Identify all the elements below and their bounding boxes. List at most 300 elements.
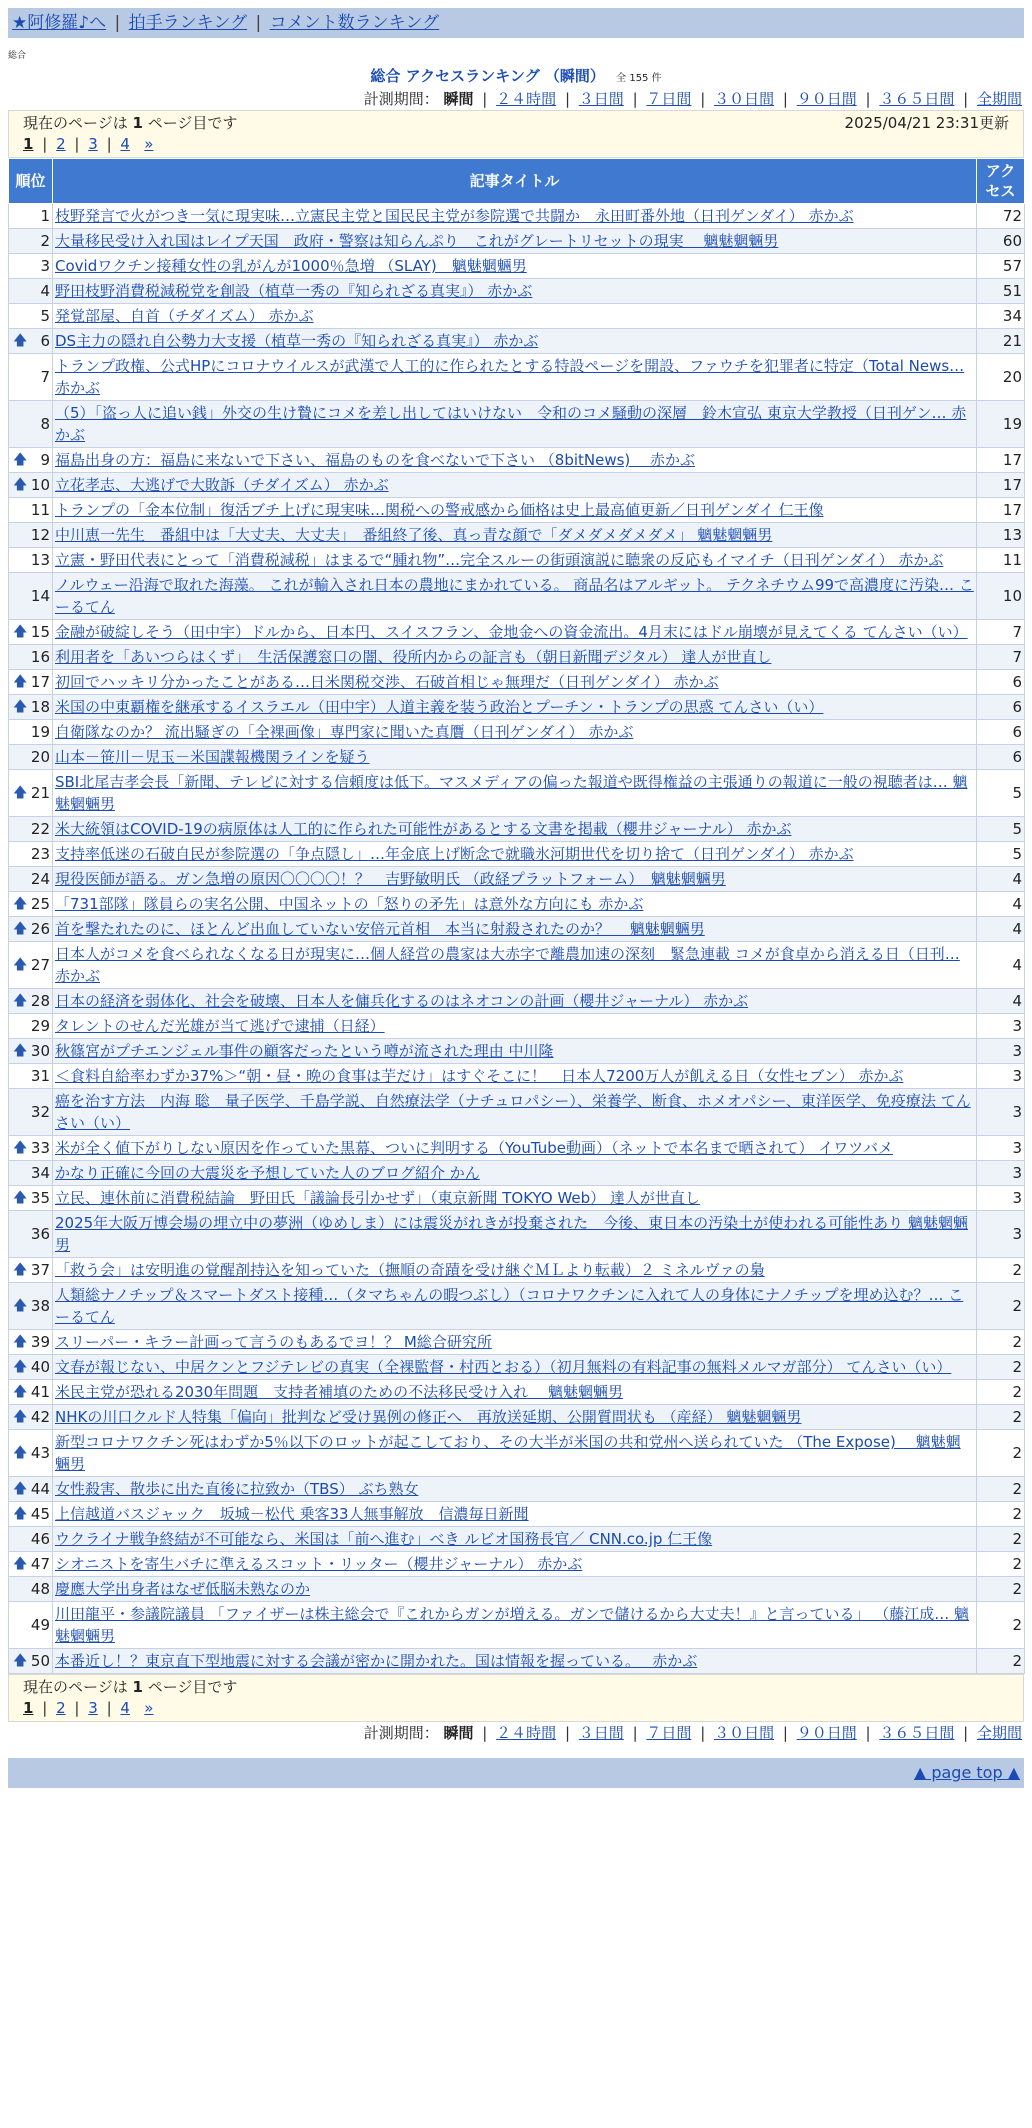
rank-up-arrow-icon: 🡅: [13, 957, 28, 973]
title-cell: [53, 448, 977, 473]
table-row: [9, 1355, 1025, 1380]
rank-number: 37: [30, 1261, 50, 1279]
period-current: 瞬間: [443, 90, 474, 108]
period-365d-link[interactable]: ３６５日間: [879, 90, 955, 108]
table-row: [9, 989, 1025, 1014]
article-link[interactable]: 初回でハッキリ分かったことがある…日米関税交渉、石破首相じゃ無理だ（日刊ゲンダイ） 赤かぶ: [55, 673, 719, 691]
rank-cell: [9, 1380, 53, 1405]
table-row: [9, 620, 1025, 645]
title-cell: [53, 1014, 977, 1039]
rank-number: 32: [30, 1103, 50, 1121]
rank-up-arrow-icon: 🡅: [13, 1481, 28, 1497]
page-3-link[interactable]: 3: [88, 1699, 98, 1717]
page-2-link[interactable]: 2: [56, 135, 66, 153]
rank-number: 39: [30, 1333, 50, 1351]
period-all-link[interactable]: 全期間: [976, 1724, 1022, 1742]
access-count: 2: [977, 1330, 1025, 1355]
article-link[interactable]: 上信越道バスジャック 坂城－松代 乗客33人無事解放 信濃毎日新聞: [55, 1505, 529, 1523]
article-link[interactable]: トランプ政権、公式HPにコロナウイルスが武漢で人工的に作られたとする特設ページを開設、ファウチを犯罪者に特定（Total News… 赤かぶ: [55, 357, 965, 397]
access-count: 5: [977, 817, 1025, 842]
period-24h-link[interactable]: ２４時間: [496, 90, 557, 108]
rank-up-arrow-icon: 🡅: [13, 921, 28, 937]
title-cell: [53, 1405, 977, 1430]
article-link[interactable]: 新型コロナワクチン死はわずか5％以下のロットが起こしており、その大半が米国の共和党州へ送られていた （The Expose) 魑魅魍魎男: [55, 1433, 961, 1473]
rank-cell: [9, 1430, 53, 1477]
rank-number: 17: [30, 673, 50, 691]
page-separator: |: [106, 1699, 112, 1717]
title-cell: [53, 1064, 977, 1089]
table-row: [9, 1405, 1025, 1430]
rank-up-arrow-icon: 🡅: [13, 477, 28, 493]
table-row: [9, 917, 1025, 942]
access-count: 6: [977, 720, 1025, 745]
article-link[interactable]: 野田枝野消費税減税党を創設（植草一秀の『知られざる真実』） 赤かぶ: [55, 282, 533, 300]
rank-number: 20: [30, 748, 50, 766]
rank-cell: [9, 548, 53, 573]
access-count: 2: [977, 1283, 1025, 1330]
page-status-suffix: ページ目です: [147, 114, 238, 132]
rank-cell: [9, 1283, 53, 1330]
title-cell: [53, 329, 977, 354]
title-cell: [53, 1577, 977, 1602]
rank-number: 1: [40, 207, 50, 225]
article-link[interactable]: 文春が報じない、中居クンとフジテレビの真実（全裸監督・村西とおる）（初月無料の有料記事の無料メルマガ部分） てんさい（い）: [55, 1358, 952, 1376]
table-header-row: [9, 159, 1025, 204]
rank-cell: [9, 917, 53, 942]
title-cell: [53, 1380, 977, 1405]
article-link[interactable]: かなり正確に今回の大震災を予想していた人のブログ紹介 かん: [55, 1164, 480, 1182]
access-count: 2: [977, 1649, 1025, 1674]
table-row: [9, 1577, 1025, 1602]
rank-cell: [9, 1039, 53, 1064]
rank-up-arrow-icon: 🡅: [13, 1409, 28, 1425]
rank-number: 27: [30, 956, 50, 974]
spacer: [135, 1699, 140, 1717]
title-cell: [53, 548, 977, 573]
title-cell: [53, 989, 977, 1014]
article-link[interactable]: ウクライナ戦争終結が不可能なら、米国は「前へ進む」べき ルビオ国務長官／ CNN.co.jp 仁王像: [55, 1530, 713, 1548]
access-count: 2: [977, 1258, 1025, 1283]
table-row: [9, 204, 1025, 229]
title-cell: [53, 1602, 977, 1649]
ranking-table-body: [9, 204, 1025, 1674]
table-row: [9, 1258, 1025, 1283]
rank-cell: [9, 645, 53, 670]
ranking-title: 総合 アクセスランキング （瞬間）: [370, 67, 605, 85]
rank-number: 6: [40, 332, 50, 350]
access-count: 3: [977, 1136, 1025, 1161]
rank-cell: [9, 989, 53, 1014]
page-status-suffix: ページ目です: [147, 1678, 238, 1696]
rank-number: 44: [30, 1480, 50, 1498]
article-link[interactable]: 「731部隊」隊員らの実名公開、中国ネットの「怒りの矛先」は意外な方向にも 赤かぶ: [55, 895, 644, 913]
rank-cell: [9, 1064, 53, 1089]
article-link[interactable]: 自衛隊なのか？ 流出騒ぎの「全裸画像」専門家に聞いた真贋（日刊ゲンダイ） 赤かぶ: [55, 723, 634, 741]
title-cell: [53, 1089, 977, 1136]
next-page-link[interactable]: »: [144, 1699, 154, 1717]
rank-number: 28: [30, 992, 50, 1010]
table-row: [9, 254, 1025, 279]
table-row: [9, 670, 1025, 695]
title-cell: [53, 1430, 977, 1477]
access-count: 4: [977, 892, 1025, 917]
period-separator: |: [564, 1724, 570, 1742]
table-row: [9, 1089, 1025, 1136]
rank-up-arrow-icon: 🡅: [13, 1653, 28, 1669]
table-row: [9, 279, 1025, 304]
article-link[interactable]: DS主力の隠れ自公勢力大支援（植草一秀の『知られざる真実』） 赤かぶ: [55, 332, 539, 350]
rank-cell: [9, 1577, 53, 1602]
article-link[interactable]: 「救う会」は安明進の覚醒剤持込を知っていた（撫順の奇蹟を受け継ぐＭＬより転載）２ ミネルヴァの梟: [55, 1261, 765, 1279]
title-cell: [53, 473, 977, 498]
header-title: 記事タイトル: [53, 159, 977, 204]
period-all-link[interactable]: 全期間: [976, 90, 1022, 108]
page-links: [23, 133, 1009, 155]
table-row: [9, 720, 1025, 745]
rank-up-arrow-icon: 🡅: [13, 699, 28, 715]
table-row: [9, 1430, 1025, 1477]
period-7d-link[interactable]: ７日間: [646, 1724, 692, 1742]
access-count: 60: [977, 229, 1025, 254]
period-separator: |: [963, 90, 969, 108]
table-row: [9, 1649, 1025, 1674]
access-count: 2: [977, 1527, 1025, 1552]
table-row: [9, 448, 1025, 473]
rank-number: 4: [40, 282, 50, 300]
next-page-link[interactable]: »: [144, 135, 154, 153]
access-count: 3: [977, 1039, 1025, 1064]
page-separator: |: [42, 135, 48, 153]
table-row: [9, 645, 1025, 670]
access-count: 4: [977, 989, 1025, 1014]
title-cell: [53, 645, 977, 670]
rank-cell: [9, 817, 53, 842]
page-2-link[interactable]: 2: [56, 1699, 66, 1717]
article-link[interactable]: 発覚部屋、自首（チダイズム） 赤かぶ: [55, 307, 314, 325]
title-cell: [53, 670, 977, 695]
article-link[interactable]: 中川恵一先生 番組中は「大丈夫、大丈夫」 番組終了後、真っ青な顔で「ダメダメダメダメ」 魑魅魍魎男: [55, 526, 773, 544]
title-cell: [53, 892, 977, 917]
access-count: 2: [977, 1355, 1025, 1380]
article-link[interactable]: 枝野発言で火がつき一気に現実味…立憲民主党と国民民主党が参院選で共闘か 永田町番外地（日刊ゲンダイ） 赤かぶ: [55, 207, 854, 225]
rank-cell: [9, 1186, 53, 1211]
page-separator: |: [106, 135, 112, 153]
article-link[interactable]: 立民、連休前に消費税結論 野田氏「議論長引かせず」（東京新聞 TOKYO Web） 達人が世直し: [55, 1189, 700, 1207]
rank-cell: [9, 354, 53, 401]
table-row: [9, 745, 1025, 770]
table-row: [9, 304, 1025, 329]
page-status-prefix: 現在のページは: [23, 1678, 128, 1696]
article-link[interactable]: SBI北尾吉孝会長「新聞、テレビに対する信頼度は低下。マスメディアの偏った報道や既得権益の主張通りの報道に一般の視聴者は… 魑魅魍魎男: [55, 773, 968, 813]
rank-number: 26: [30, 920, 50, 938]
table-row: [9, 817, 1025, 842]
rank-number: 21: [30, 784, 50, 802]
rank-cell: [9, 329, 53, 354]
page-4-link[interactable]: 4: [120, 135, 130, 153]
total-count: 全 155 件: [616, 73, 662, 84]
rank-up-arrow-icon: 🡅: [13, 993, 28, 1009]
period-label: 計測期間：: [363, 90, 439, 108]
title-cell: [53, 620, 977, 645]
rank-cell: [9, 1089, 53, 1136]
title-cell: [53, 229, 977, 254]
rank-number: 46: [30, 1530, 50, 1548]
clap-ranking-link[interactable]: 拍手ランキング: [128, 13, 248, 33]
article-link[interactable]: 山本－笹川－児玉－米国諜報機関ラインを疑う: [55, 748, 370, 766]
access-count: 3: [977, 1161, 1025, 1186]
table-row: [9, 498, 1025, 523]
rank-cell: [9, 304, 53, 329]
access-count: 2: [977, 1477, 1025, 1502]
rank-cell: [9, 229, 53, 254]
access-count: 17: [977, 473, 1025, 498]
title-cell: [53, 1552, 977, 1577]
period-3d-link[interactable]: ３日間: [578, 90, 624, 108]
page-top-link[interactable]: ▲ page top ▲: [913, 1763, 1020, 1782]
title-cell: [53, 1502, 977, 1527]
article-link[interactable]: 女性殺害、散歩に出た直後に拉致か（TBS） ぶち熟女: [55, 1480, 419, 1498]
rank-number: 8: [40, 415, 50, 433]
access-count: 7: [977, 645, 1025, 670]
rank-up-arrow-icon: 🡅: [13, 1506, 28, 1522]
rank-up-arrow-icon: 🡅: [13, 1262, 28, 1278]
period-separator: |: [700, 1724, 706, 1742]
period-365d-link[interactable]: ３６５日間: [879, 1724, 955, 1742]
title-cell: [53, 204, 977, 229]
title-cell: [53, 745, 977, 770]
table-row: [9, 770, 1025, 817]
table-row: [9, 1502, 1025, 1527]
article-link[interactable]: 米大統領はCOVID-19の病原体は人工的に作られた可能性があるとする文書を掲載（櫻井ジャーナル） 赤かぶ: [55, 820, 792, 838]
article-link[interactable]: 現役医師が語る。ガン急増の原因〇〇〇〇！？ 吉野敏明氏 （政経プラットフォーム） 魑魅魍魎男: [55, 870, 726, 888]
page-status: [23, 1677, 237, 1697]
article-link[interactable]: Covidワクチン接種女性の乳がんが1000％急増 （SLAY) 魑魅魍魎男: [55, 257, 527, 275]
period-separator: |: [865, 90, 871, 108]
table-row: [9, 1186, 1025, 1211]
rank-number: 2: [40, 232, 50, 250]
period-30d-link[interactable]: ３０日間: [714, 1724, 775, 1742]
access-count: 57: [977, 254, 1025, 279]
table-row: [9, 401, 1025, 448]
access-count: 17: [977, 498, 1025, 523]
top-nav: [8, 8, 1024, 38]
title-cell: [53, 498, 977, 523]
article-link[interactable]: シオニストを寄生バチに準えるスコット・リッター（櫻井ジャーナル） 赤かぶ: [55, 1555, 583, 1573]
period-30d-link[interactable]: ３０日間: [714, 90, 775, 108]
article-link[interactable]: 癌を治す方法 内海 聡 量子医学、千島学説、自然療法学（ナチュロパシー）、栄養学、断食、ホメオパシー、東洋医学、免疫療法 てんさい（い）: [55, 1092, 971, 1132]
rank-up-arrow-icon: 🡅: [13, 1445, 28, 1461]
rank-cell: [9, 842, 53, 867]
article-link[interactable]: スリーパー・キラー計画って言うのもあるでヨ！？ M総合研究所: [55, 1333, 492, 1351]
article-link[interactable]: 米国の中東覇権を継承するイスラエル（田中宇）人道主義を装う政治とプーチン・トランプの思惑 てんさい（い）: [55, 698, 824, 716]
article-link[interactable]: 米が全く値下がりしない原因を作っていた黒幕、ついに判明する（YouTube動画）（ネットで本名まで晒されて） イワツバメ: [55, 1139, 893, 1157]
title-cell: [53, 720, 977, 745]
period-24h-link[interactable]: ２４時間: [496, 1724, 557, 1742]
period-7d-link[interactable]: ７日間: [646, 90, 692, 108]
table-row: [9, 1477, 1025, 1502]
rank-cell: [9, 695, 53, 720]
spacer: [135, 135, 140, 153]
updated-timestamp: 2025/04/21 23:31更新: [844, 114, 1009, 132]
table-row: [9, 1552, 1025, 1577]
article-link[interactable]: 日本人がコメを食べられなくなる日が現実に…個人経営の農家は大赤字で離農加速の深刻 緊急連載 コメが食卓から消える日（日刊… 赤かぶ: [55, 945, 960, 985]
article-link[interactable]: 慶應大学出身者はなぜ低脳未熟なのか: [55, 1580, 311, 1598]
article-link[interactable]: 首を撃たれたのに、ほとんど出血していない安倍元首相 本当に射殺されたのか？ 魑魅魍魎男: [55, 920, 705, 938]
table-row: [9, 867, 1025, 892]
rank-cell: [9, 620, 53, 645]
period-90d-link[interactable]: ９０日間: [796, 1724, 857, 1742]
article-link[interactable]: 立花孝志、大逃げで大敗訴（チダイズム） 赤かぶ: [55, 476, 389, 494]
rank-cell: [9, 745, 53, 770]
home-link[interactable]: ★阿修羅♪へ: [12, 13, 107, 33]
rank-number: 35: [30, 1189, 50, 1207]
rank-number: 48: [30, 1580, 50, 1598]
page-3-link[interactable]: 3: [88, 135, 98, 153]
page-status-row: [23, 113, 1009, 133]
title-cell: [53, 1283, 977, 1330]
rank-number: 31: [30, 1067, 50, 1085]
table-row: [9, 842, 1025, 867]
access-count: 72: [977, 204, 1025, 229]
rank-cell: [9, 1602, 53, 1649]
table-row: [9, 1211, 1025, 1258]
access-count: 2: [977, 1602, 1025, 1649]
article-link[interactable]: （5）「盗っ人に追い銭」外交の生け贄にコメを差し出してはいけない 令和のコメ騒動の深層 鈴木宣弘 東京大学教授（日刊ゲン… 赤かぶ: [55, 404, 967, 444]
article-link[interactable]: 大量移民受け入れ国はレイプ天国 政府・警察は知らんぷり これがグレートリセットの現実 魑魅魍魎男: [55, 232, 779, 250]
access-count: 21: [977, 329, 1025, 354]
title-cell: [53, 1355, 977, 1380]
rank-cell: [9, 942, 53, 989]
rank-number: 30: [30, 1042, 50, 1060]
article-link[interactable]: 人類総ナノチップ＆スマートダスト接種…（タマちゃんの暇つぶし）（コロナワクチンに入れて人の身体にナノチップを埋め込む？… こーるてん: [55, 1286, 964, 1326]
article-link[interactable]: ＜食料自給率わずか37%＞“朝・昼・晩の食事は芋だけ」はすぐそこに！ 日本人7200万人が飢える日（女性セブン） 赤かぶ: [55, 1067, 904, 1085]
access-count: 2: [977, 1380, 1025, 1405]
article-link[interactable]: 福島出身の方：福島に来ないで下さい、福島のものを食べないで下さい （8bitNews) 赤かぶ: [55, 451, 696, 469]
rank-cell: [9, 498, 53, 523]
title-cell: [53, 1186, 977, 1211]
title-cell: [53, 1477, 977, 1502]
rank-number: 3: [40, 257, 50, 275]
title-cell: [53, 401, 977, 448]
pagination-top: [8, 110, 1024, 158]
rank-number: 11: [30, 501, 50, 519]
title-cell: [53, 573, 977, 620]
period-separator: |: [482, 1724, 488, 1742]
title-cell: [53, 1161, 977, 1186]
article-link[interactable]: 2025年大阪万博会場の埋立中の夢洲（ゆめしま）には震災がれきが投棄された 今後、東日本の汚染土が使われる可能性あり 魑魅魍魎男: [55, 1214, 968, 1254]
access-count: 3: [977, 1064, 1025, 1089]
nav-separator: |: [255, 13, 262, 33]
period-3d-link[interactable]: ３日間: [578, 1724, 624, 1742]
article-link[interactable]: 利用者を「あいつらはくず」 生活保護窓口の闇、役所内からの証言も（朝日新聞デジタル） 達人が世直し: [55, 648, 772, 666]
article-link[interactable]: NHKの川口クルド人特集「偏向」批判など受け異例の修正へ 再放送延期、公開質問状も （産経） 魑魅魍魎男: [55, 1408, 802, 1426]
access-count: 3: [977, 1186, 1025, 1211]
rank-cell: [9, 720, 53, 745]
rank-cell: [9, 1258, 53, 1283]
access-count: 2: [977, 1502, 1025, 1527]
page-status-prefix: 現在のページは: [23, 114, 128, 132]
rank-cell: [9, 1161, 53, 1186]
title-cell: [53, 523, 977, 548]
access-count: 2: [977, 1552, 1025, 1577]
period-selector-top: [8, 88, 1022, 110]
article-link[interactable]: 川田龍平・参議院議員 「ファイザーは株主総会で『これからガンが増える。ガンで儲けるから大丈夫！』と言っている」 （藤江成… 魑魅魍魎男: [55, 1605, 970, 1645]
rank-up-arrow-icon: 🡅: [13, 1334, 28, 1350]
table-row: [9, 1380, 1025, 1405]
article-link[interactable]: 日本の経済を弱体化、社会を破壊、日本人を傭兵化するのはネオコンの計画（櫻井ジャーナル） 赤かぶ: [55, 992, 749, 1010]
rank-cell: [9, 1477, 53, 1502]
article-link[interactable]: トランプの「金本位制」復活ブチ上げに現実味…関税への警戒感から価格は史上最高値更新／日刊ゲンダイ 仁王像: [55, 501, 824, 519]
title-cell: [53, 1649, 977, 1674]
rank-number: 50: [30, 1652, 50, 1670]
rank-cell: [9, 204, 53, 229]
title-cell: [53, 1527, 977, 1552]
access-count: 6: [977, 695, 1025, 720]
article-link[interactable]: 米民主党が恐れる2030年問題 支持者補填のための不法移民受け入れ 魑魅魍魎男: [55, 1383, 623, 1401]
access-count: 17: [977, 448, 1025, 473]
rank-up-arrow-icon: 🡅: [13, 1359, 28, 1375]
comment-ranking-link[interactable]: コメント数ランキング: [269, 13, 440, 33]
rank-up-arrow-icon: 🡅: [13, 624, 28, 640]
title-cell: [53, 304, 977, 329]
page-status-number: 1: [132, 1678, 143, 1696]
rank-up-arrow-icon: 🡅: [13, 1140, 28, 1156]
period-separator: |: [700, 90, 706, 108]
rank-up-arrow-icon: 🡅: [13, 333, 28, 349]
title-cell: [53, 695, 977, 720]
rank-cell: [9, 1330, 53, 1355]
title-cell: [53, 279, 977, 304]
table-row: [9, 1330, 1025, 1355]
title-cell: [53, 817, 977, 842]
article-link[interactable]: 本番近し！？東京直下型地震に対する会議が密かに開かれた。国は情報を握っている。 赤かぶ: [55, 1652, 698, 1670]
article-link[interactable]: ノルウェー沿海で取れた海藻。 これが輸入され日本の農地にまかれている。 商品名はアルギット。 テクネチウム99で高濃度に汚染… こーるてん: [55, 576, 974, 616]
title-cell: [53, 1258, 977, 1283]
rank-up-arrow-icon: 🡅: [13, 1190, 28, 1206]
rank-number: 9: [40, 451, 50, 469]
access-count: 4: [977, 942, 1025, 989]
rank-cell: [9, 448, 53, 473]
access-count: 3: [977, 1014, 1025, 1039]
article-link[interactable]: 支持率低迷の石破自民が参院選の「争点隠し」…年金底上げ断念で就職氷河期世代を切り捨て（日刊ゲンダイ） 赤かぶ: [55, 845, 854, 863]
title-cell: [53, 842, 977, 867]
access-count: 10: [977, 573, 1025, 620]
article-link[interactable]: タレントのせんだ光雄が当て逃げで逮捕（日経）: [55, 1017, 385, 1035]
access-count: 4: [977, 867, 1025, 892]
page-status: [23, 113, 237, 133]
rank-up-arrow-icon: 🡅: [13, 1298, 28, 1314]
article-link[interactable]: 秋篠宮がプチエンジェル事件の顧客だったという噂が流された理由 中川隆: [55, 1042, 554, 1060]
table-row: [9, 473, 1025, 498]
bottom-nav: [8, 1758, 1024, 1788]
table-row: [9, 695, 1025, 720]
rank-cell: [9, 770, 53, 817]
title-cell: [53, 770, 977, 817]
rank-number: 12: [30, 526, 50, 544]
rank-cell: [9, 1211, 53, 1258]
title-cell: [53, 254, 977, 279]
rank-cell: [9, 670, 53, 695]
rank-number: 16: [30, 648, 50, 666]
period-90d-link[interactable]: ９０日間: [796, 90, 857, 108]
rank-cell: [9, 1552, 53, 1577]
page-4-link[interactable]: 4: [120, 1699, 130, 1717]
article-link[interactable]: 金融が破綻しそう（田中宇）ドルから、日本円、スイスフラン、金地金への資金流出。4月末にはドル崩壊が見えてくる てんさい（い）: [55, 623, 968, 641]
table-row: [9, 1039, 1025, 1064]
rank-number: 41: [30, 1383, 50, 1401]
article-link[interactable]: 立憲・野田代表にとって「消費税減税」はまるで“腫れ物”…完全スルーの街頭演説に聴衆の反応もイマイチ（日刊ゲンダイ） 赤かぶ: [55, 551, 944, 569]
table-row: [9, 1283, 1025, 1330]
